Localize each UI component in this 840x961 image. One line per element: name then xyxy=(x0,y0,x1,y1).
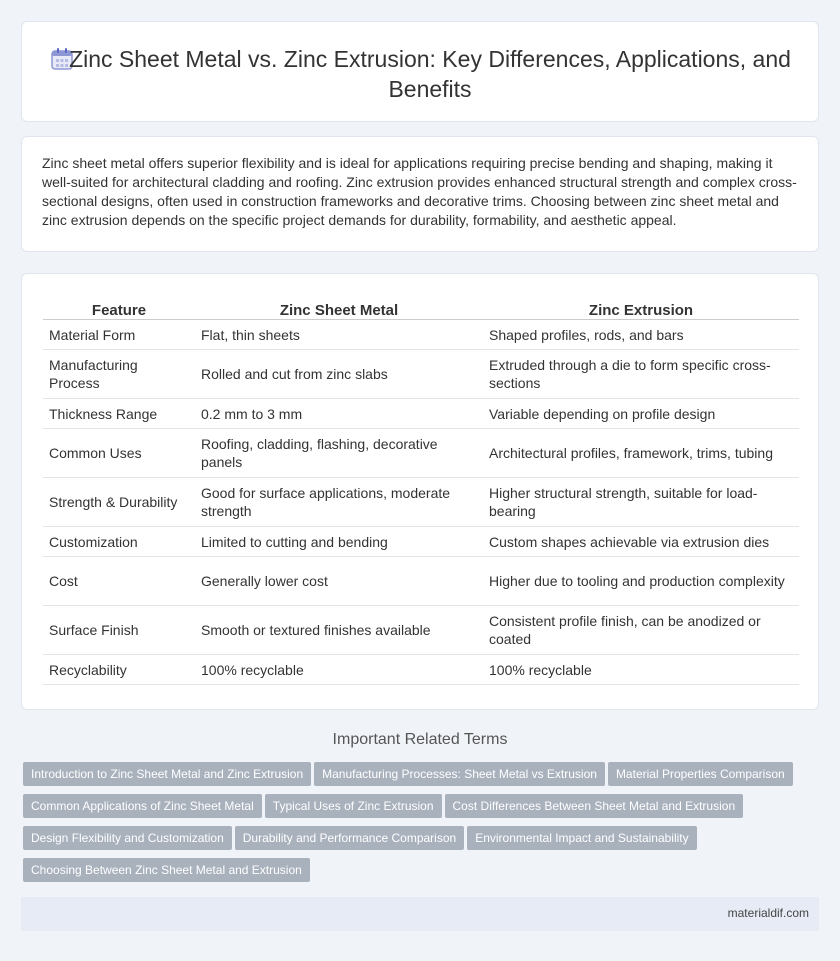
sheet-metal-cell: Rolled and cut from zinc slabs xyxy=(195,350,483,399)
sheet-metal-cell: Smooth or textured finishes available xyxy=(195,606,483,655)
feature-cell: Cost xyxy=(43,557,195,606)
related-term-tag[interactable]: Introduction to Zinc Sheet Metal and Zinc Extrusion xyxy=(23,762,311,786)
comparison-table xyxy=(43,295,799,685)
extrusion-cell: Extruded through a die to form specific cross-sections xyxy=(483,350,799,399)
sheet-metal-cell: 100% recyclable xyxy=(195,655,483,685)
extrusion-cell: Higher structural strength, suitable for load-bearing xyxy=(483,478,799,527)
extrusion-cell: Consistent profile finish, can be anodized or coated xyxy=(483,606,799,655)
sheet-metal-cell: Generally lower cost xyxy=(195,557,483,606)
sheet-metal-cell: Flat, thin sheets xyxy=(195,320,483,350)
sheet-metal-cell: Roofing, cladding, flashing, decorative panels xyxy=(195,429,483,478)
header-card xyxy=(21,21,819,122)
header-extrusion: Zinc Extrusion xyxy=(483,295,799,320)
extrusion-cell: Variable depending on profile design xyxy=(483,399,799,429)
table-row xyxy=(43,655,799,685)
header-feature: Feature xyxy=(43,295,195,320)
table-row xyxy=(43,320,799,350)
extrusion-cell: Architectural profiles, framework, trims, tubing xyxy=(483,429,799,478)
intro-card xyxy=(21,136,819,252)
extrusion-cell: Shaped profiles, rods, and bars xyxy=(483,320,799,350)
table-row xyxy=(43,606,799,655)
feature-cell: Customization xyxy=(43,527,195,557)
table-row xyxy=(43,478,799,527)
related-term-tag[interactable]: Choosing Between Zinc Sheet Metal and Extrusion xyxy=(23,858,310,882)
related-term-tag[interactable]: Manufacturing Processes: Sheet Metal vs Extrusion xyxy=(314,762,605,786)
comparison-card xyxy=(21,273,819,710)
related-term-tag[interactable]: Cost Differences Between Sheet Metal and Extrusion xyxy=(445,794,744,818)
table-row xyxy=(43,429,799,478)
related-term-tag[interactable]: Common Applications of Zinc Sheet Metal xyxy=(23,794,262,818)
table-row xyxy=(43,399,799,429)
table-header-row xyxy=(43,295,799,320)
related-terms-title: Important Related Terms xyxy=(332,731,508,748)
feature-cell: Material Form xyxy=(43,320,195,350)
feature-cell: Common Uses xyxy=(43,429,195,478)
extrusion-cell: Higher due to tooling and production complexity xyxy=(483,557,799,606)
related-term-tag[interactable]: Material Properties Comparison xyxy=(608,762,793,786)
table-row xyxy=(43,350,799,399)
sheet-metal-cell: 0.2 mm to 3 mm xyxy=(195,399,483,429)
extrusion-cell: 100% recyclable xyxy=(483,655,799,685)
feature-cell: Manufacturing Process xyxy=(43,350,195,399)
intro-text: Zinc sheet metal offers superior flexibility and is ideal for applications requiring precise bending and shaping, making it well-suited for architectural cladding and roofing. Zinc extrusion provides enhanced structural strength and complex cross-sectional designs, often used in construction frameworks and decorative trims. Choosing between zinc sheet metal and zinc extrusion depends on the specific project demands for durability, formability, and aesthetic appeal. xyxy=(42,155,797,228)
related-term-tag[interactable]: Typical Uses of Zinc Extrusion xyxy=(265,794,442,818)
table-row xyxy=(43,527,799,557)
sheet-metal-cell: Good for surface applications, moderate strength xyxy=(195,478,483,527)
table-row xyxy=(43,557,799,606)
related-term-tag[interactable]: Design Flexibility and Customization xyxy=(23,826,232,850)
extrusion-cell: Custom shapes achievable via extrusion dies xyxy=(483,527,799,557)
related-term-tag[interactable]: Environmental Impact and Sustainability xyxy=(467,826,696,850)
header-sheet-metal: Zinc Sheet Metal xyxy=(195,295,483,320)
related-terms-list xyxy=(23,762,823,890)
page-title: Zinc Sheet Metal vs. Zinc Extrusion: Key Differences, Applications, and Benefits xyxy=(69,46,791,102)
footer xyxy=(21,897,819,931)
feature-cell: Surface Finish xyxy=(43,606,195,655)
related-term-tag[interactable]: Durability and Performance Comparison xyxy=(235,826,464,850)
feature-cell: Strength & Durability xyxy=(43,478,195,527)
sheet-metal-cell: Limited to cutting and bending xyxy=(195,527,483,557)
footer-site-link[interactable]: materialdif.com xyxy=(727,906,809,920)
feature-cell: Thickness Range xyxy=(43,399,195,429)
feature-cell: Recyclability xyxy=(43,655,195,685)
